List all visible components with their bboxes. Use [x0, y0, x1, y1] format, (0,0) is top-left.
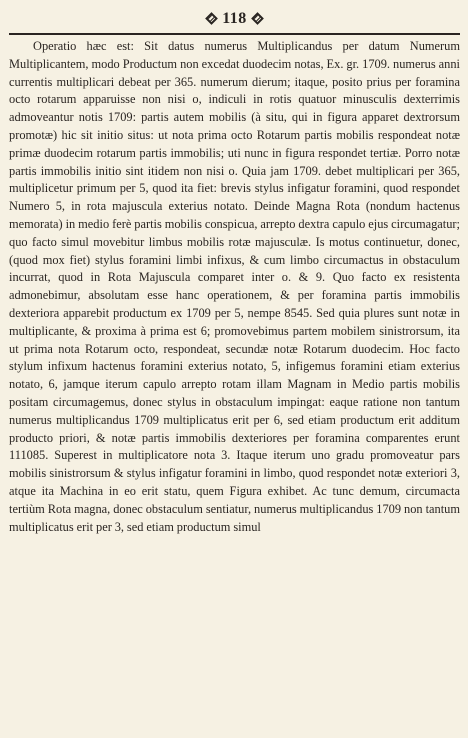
ornament-icon — [205, 12, 218, 25]
header-rule — [9, 33, 460, 35]
page-number: 118 — [222, 9, 247, 27]
body-paragraph: Operatio hæc est: Sit datus numerus Multiplicandus per datum Numerum Multiplicantem, modo Productum non excedat duodecim notas, Ex. gr. 1709. numerus anni currentis multiplicari debeat per 365. numerum dierum; itaque, posito prius per foramina octo rotarum apparuisse non nisi o, indiculi in rotis quatuor minusculis dexterrimis admoveantur notis 1709: partis autem mobilis (à situ, qui in figura apparet dextrorsum promotæ) hic sit initio situs: ut nota prima octo Rotarum partis mobilis respondeat notæ primæ duodecim rotarum partis immobilis; uti nunc in figura respondet tertiæ. Porro notæ partis immobilis initio sint itidem non nisi o. Quia jam 1709. debet multiplicari per 365, multiplicetur primum per 5, quod ita fiet: brevis stylus infigatur foramini, quod respondet Numero 5, in rota majuscula exterius notato. Deinde Magna Rota (nondum hactenus memorata) in medio ferè partis mobilis conspicua, arrepto dextra capulo ejus circumagatur; quo facto simul movebitur limbus mobilis rotæ majusculæ. Is motus continuetur, donec, (quod mox fiet) stylus foramini limbi infixus, & cum limbo circumactus in obstaculum incurrat, quod in Rota Majuscula comparet inter o. & 9. Quo facto ex resistenta admonebimur, absolutam esse hanc operationem, & per foramina partis immobilis dexteriora apparebit productum ex 1709 per 5, nempe 8545. Sed quia plures sunt notæ in multiplicante, & proxima à prima est 6; promovebimus partem mobilem sinistrorsum, ita ut prima nota Rotarum octo, respondeat, secundæ notæ Rotarum duodecim. Hoc facto stylum infixum hactenus foramini exterius notato, 5, infigemus foramini etiam exterius notato, 6, jamque iterum capulo arrepto rotam illam Magnam in Medio partis mobilis positam circumagemus, donec stylus in obstaculum impingat: eaque ratione non tantum numerus multiplicandus 1709 multiplicatus erit per 6, sed etiam productum erit additum producto priori, & notæ partis immobilis dexteriores per foramina comparentes erunt 111085. Superest in multiplicatore nota 3. Itaque iterum uno gradu promoveatur pars mobilis sinistrorsum & stylus infigatur foramini in limbo, quod respondet notæ exteriori 3, atque ita Machina in eo erit statu, quem Figura exhibet. Ac tunc demum, circumacta tertiùm Rota magna, donec obstaculum sentiatur, numerus multiplicandus 1709 non tantum multiplicatus erit per 3, sed etiam productum simul — [9, 39, 460, 534]
ornament-icon — [251, 12, 264, 25]
page-header — [9, 6, 460, 31]
